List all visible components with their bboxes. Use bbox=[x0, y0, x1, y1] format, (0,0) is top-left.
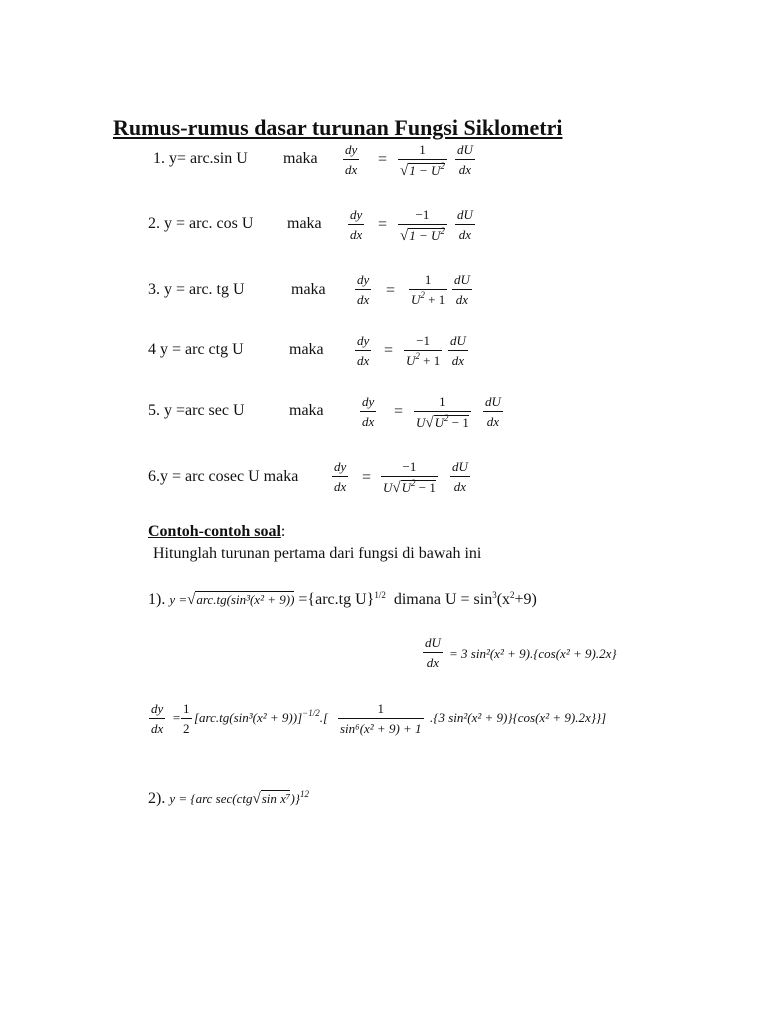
rule-2-dUdx: $\frac{dU}{dx}$ bbox=[457, 207, 473, 242]
rule-4-fraction: $\frac{-1}{U^2 + 1}$ bbox=[406, 333, 441, 368]
example-1-label: 1). bbox=[148, 591, 166, 608]
rule-2-label: 2. y = arc. cos U bbox=[148, 215, 254, 232]
examples-heading: Contoh-contoh soal: bbox=[148, 523, 286, 540]
example-1-frac: $\frac{1}{\text{sin⁶(x² + 9) + 1}}$ bbox=[340, 701, 422, 736]
rule-2-fraction: $\frac{-1}{√1 - U^2}$ bbox=[400, 207, 445, 244]
rule-5-dUdx: $\frac{dU}{dx}$ bbox=[485, 394, 501, 429]
example-1-radicand: arc.tg(sin³(x² + 9)) bbox=[196, 592, 295, 607]
rule-5-maka: maka bbox=[289, 402, 324, 419]
sqrt-icon: √ bbox=[252, 791, 261, 807]
example-2-rhs: )}$^{12}$ bbox=[290, 789, 309, 806]
examples-instruction: Hitunglah turunan pertama dari fungsi di bawah ini bbox=[153, 545, 482, 562]
example-1-dUdx: $\frac{dU}{dx}$ bbox=[425, 635, 441, 670]
rule-3-label: 3. y = arc. tg U bbox=[148, 281, 245, 298]
rule-4-equals: = bbox=[384, 342, 394, 359]
rule-3-equals: = bbox=[386, 282, 396, 299]
example-1-part1: $[arc.tg(\sin^3(x^2 + 9))]^{-1/2}$.[ bbox=[194, 708, 329, 725]
rule-4-dUdx: $\frac{dU}{dx}$ bbox=[450, 333, 466, 368]
rule-4-label: 4 y = arc ctg U bbox=[148, 341, 244, 358]
example-1-half: $\frac{1}{2}$ bbox=[183, 701, 190, 736]
rule-1-maka: maka bbox=[283, 150, 318, 167]
sqrt-icon: √ bbox=[187, 592, 196, 608]
rule-6-fraction: $\frac{-1}{U√U^2 - 1}$ bbox=[383, 459, 436, 496]
example-1-y: y = bbox=[169, 592, 188, 607]
rule-1-dUdx: $\frac{dU}{dx}$ bbox=[457, 142, 473, 177]
example-2-line bbox=[148, 790, 309, 808]
example-2-lhs: y = {arc sec(ctg bbox=[169, 791, 253, 806]
rule-5-dydx: $\frac{dy}{dx}$ bbox=[362, 394, 375, 429]
rule-4-maka: maka bbox=[289, 341, 324, 358]
page-title: Rumus-rumus dasar turunan Fungsi Siklometri bbox=[113, 115, 563, 140]
rule-6-label: 6.y = arc cosec U maka bbox=[148, 468, 299, 485]
rule-5-fraction: $\frac{1}{U√U^2 - 1}$ bbox=[416, 394, 469, 431]
rule-2-equals: = bbox=[378, 216, 388, 233]
rule-2-maka: maka bbox=[287, 215, 322, 232]
rule-5-equals: = bbox=[394, 403, 404, 420]
example-2-radicand: sin x⁷ bbox=[261, 791, 291, 806]
rule-1-equals: = bbox=[378, 151, 388, 168]
rule-1-label: 1. y= arc.sin U bbox=[153, 150, 248, 167]
rule-3-maka: maka bbox=[291, 281, 326, 298]
rule-4-dydx: $\frac{dy}{dx}$ bbox=[357, 333, 370, 368]
rule-2-dydx: $\frac{dy}{dx}$ bbox=[350, 207, 363, 242]
example-2-label: 2). bbox=[148, 790, 166, 807]
rule-1-fraction: $\frac{1}{√1 - U^2}$ bbox=[400, 142, 445, 179]
rule-6-dydx: $\frac{dy}{dx}$ bbox=[334, 459, 347, 494]
example-1-line bbox=[148, 591, 537, 609]
rule-1-dydx: $\frac{dy}{dx}$ bbox=[345, 142, 358, 177]
example-1-part3: .{3 sin²(x² + 9)}{cos(x² + 9).2x}}] bbox=[430, 710, 607, 725]
rule-6-dUdx: $\frac{dU}{dx}$ bbox=[452, 459, 468, 494]
rule-3-fraction: $\frac{1}{U^2 + 1}$ bbox=[411, 272, 446, 307]
example-1-where: dimana $U = \sin^3(x^2+9)$ bbox=[393, 590, 537, 608]
example-1-dU-result: = 3 sin²(x² + 9).{cos(x² + 9).2x} bbox=[449, 646, 617, 661]
rule-3-dydx: $\frac{dy}{dx}$ bbox=[357, 272, 370, 307]
rule-6-equals: = bbox=[362, 469, 372, 486]
example-1-equals: = bbox=[172, 710, 181, 725]
rule-5-label: 5. y =arc sec U bbox=[148, 402, 245, 419]
example-1-dydx: $\frac{dy}{dx}$ bbox=[151, 701, 164, 736]
rule-3-dUdx: $\frac{dU}{dx}$ bbox=[454, 272, 470, 307]
example-1-rhs: ={arc.tg U}$^{1/2}$ bbox=[298, 590, 386, 608]
